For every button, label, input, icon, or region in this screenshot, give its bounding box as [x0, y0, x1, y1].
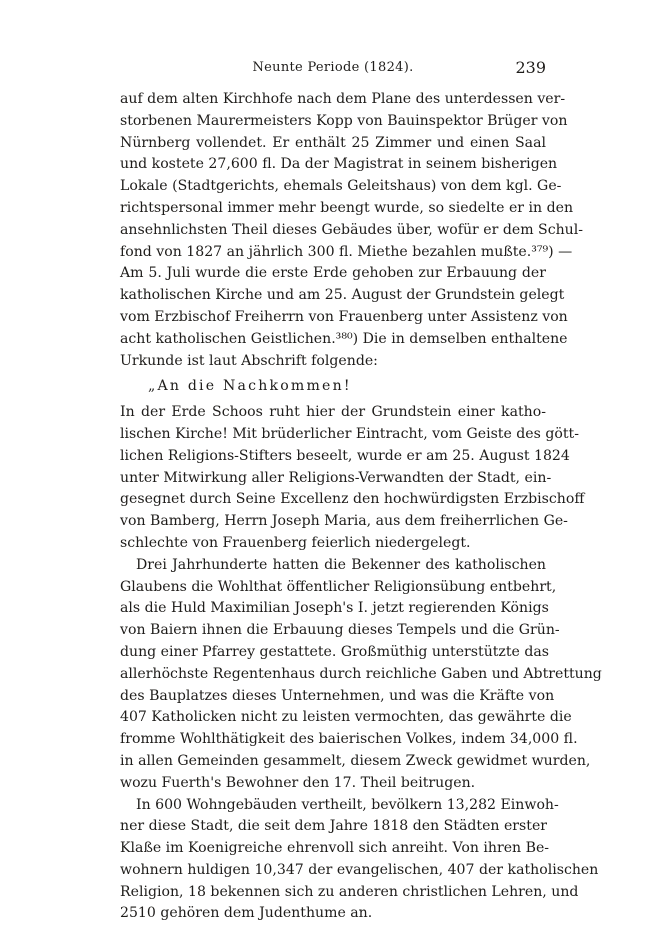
page-number: 239 — [515, 58, 546, 77]
text-line: wozu Fuerth's Bewohner den 17. Theil beitrugen. — [120, 773, 546, 795]
text-line: von Bamberg, Herrn Joseph Maria, aus dem freiherrlichen Ge- — [120, 511, 546, 533]
body-text — [120, 89, 546, 925]
text-line: Am 5. Juli wurde die erste Erde gehoben zur Erbauung der — [120, 263, 546, 285]
text-line: wohnern huldigen 10,347 der evangelischen, 407 der katholischen — [120, 860, 546, 882]
text-line: Drei Jahrhunderte hatten die Bekenner des katholischen — [120, 555, 546, 577]
text-line: auf dem alten Kirchhofe nach dem Plane des unterdessen ver- — [120, 89, 546, 111]
text-line: Religion, 18 bekennen sich zu anderen christlichen Lehren, und — [120, 882, 546, 904]
paragraph — [120, 89, 546, 372]
text-line: in allen Gemeinden gesammelt, diesem Zweck gewidmet wurden, — [120, 751, 546, 773]
text-line: allerhöchste Regentenhaus durch reichliche Gaben und Abtrettung — [120, 664, 546, 686]
text-line: acht katholischen Geistlichen.³⁸⁰) Die in demselben enthaltene — [120, 329, 546, 351]
text-line: In 600 Wohngebäuden vertheilt, bevölkern 13,282 Einwoh- — [120, 795, 546, 817]
text-line: vom Erzbischof Freiherrn von Frauenberg unter Assistenz von — [120, 307, 546, 329]
text-line: fond von 1827 an jährlich 300 fl. Miethe bezahlen mußte.³⁷⁹) — — [120, 242, 546, 264]
paragraph — [120, 795, 546, 925]
text-line: des Bauplatzes dieses Unternehmen, und was die Kräfte von — [120, 686, 546, 708]
text-line: fromme Wohlthätigkeit des baierischen Volkes, indem 34,000 fl. — [120, 729, 546, 751]
running-header — [120, 58, 546, 80]
text-line: ner diese Stadt, die seit dem Jahre 1818 den Städten erster — [120, 816, 546, 838]
text-line: gesegnet durch Seine Excellenz den hochwürdigsten Erzbischoff — [120, 489, 546, 511]
text-line: und kostete 27,600 fl. Da der Magistrat in seinem bisherigen — [120, 154, 546, 176]
text-line: 2510 gehören dem Judenthume an. — [120, 903, 546, 925]
paragraph — [120, 555, 546, 795]
text-line: Nürnberg vollendet. Er enthält 25 Zimmer und einen Saal — [120, 133, 546, 155]
text-line: ansehnlichsten Theil dieses Gebäudes über, wofür er dem Schul- — [120, 220, 546, 242]
text-line: schlechte von Frauenberg feierlich niedergelegt. — [120, 533, 546, 555]
text-line: katholischen Kirche und am 25. August der Grundstein gelegt — [120, 285, 546, 307]
text-line: Lokale (Stadtgerichts, ehemals Geleitshaus) von dem kgl. Ge- — [120, 176, 546, 198]
inscription-heading — [120, 376, 546, 398]
text-line: In der Erde Schoos ruht hier der Grundstein einer katho- — [120, 402, 546, 424]
header-title: Neunte Periode (1824). — [120, 60, 546, 75]
text-line: lichen Religions-Stifters beseelt, wurde er am 25. August 1824 — [120, 446, 546, 468]
text-line: 407 Katholicken nicht zu leisten vermochten, das gewährte die — [120, 707, 546, 729]
text-line: als die Huld Maximilian Joseph's I. jetzt regierenden Königs — [120, 598, 546, 620]
text-line: storbenen Maurermeisters Kopp von Bauinspektor Brüger von — [120, 111, 546, 133]
text-line: Urkunde ist laut Abschrift folgende: — [120, 351, 546, 373]
text-line: von Baiern ihnen die Erbauung dieses Tempels und die Grün- — [120, 620, 546, 642]
text-line: lischen Kirche! Mit brüderlicher Eintracht, vom Geiste des gött- — [120, 424, 546, 446]
text-line: Glaubens die Wohlthat öffentlicher Religionsübung entbehrt, — [120, 577, 546, 599]
text-line: unter Mitwirkung aller Religions-Verwandten der Stadt, ein- — [120, 468, 546, 490]
text-line: dung einer Pfarrey gestattete. Großmüthig unterstützte das — [120, 642, 546, 664]
text-line: richtspersonal immer mehr beengt wurde, so siedelte er in den — [120, 198, 546, 220]
text-line: „An die Nachkommen! — [120, 376, 546, 398]
paragraph — [120, 402, 546, 555]
text-line: Klaße im Koenigreiche ehrenvoll sich anreiht. Von ihren Be- — [120, 838, 546, 860]
